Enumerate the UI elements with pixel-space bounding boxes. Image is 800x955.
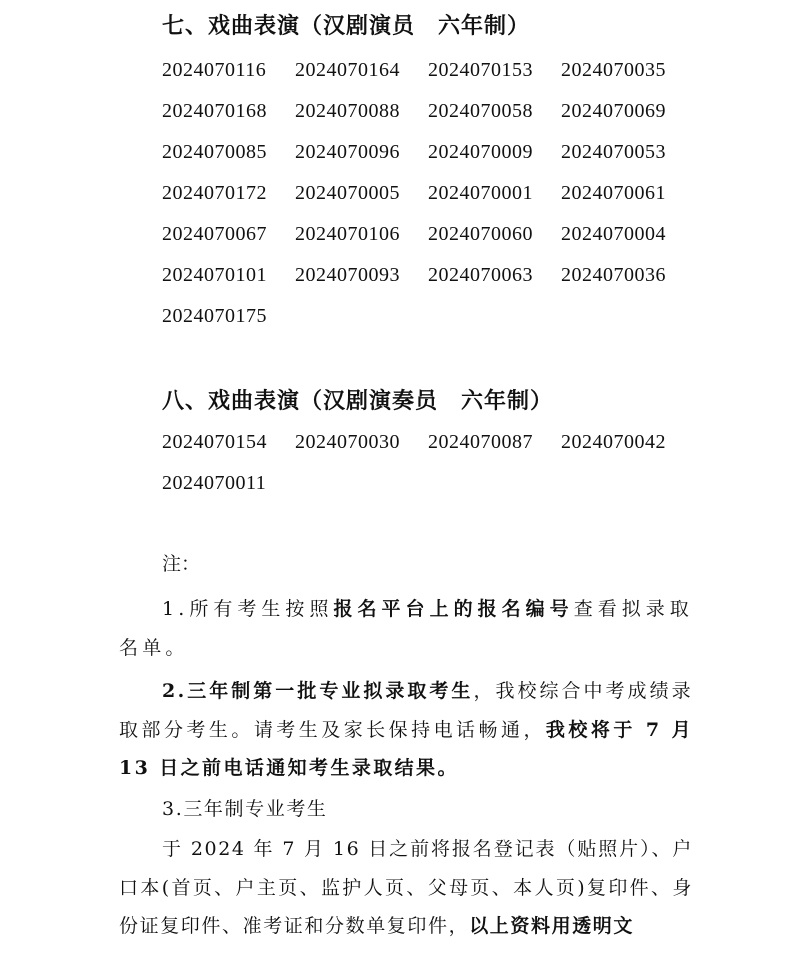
admission-number: 2024070060 bbox=[428, 223, 533, 245]
admission-number: 2024070116 bbox=[162, 59, 267, 81]
admission-number: 2024070005 bbox=[295, 182, 400, 204]
admission-number: 2024070106 bbox=[295, 223, 400, 245]
note-3-text-bold: 以上资料用透明文 bbox=[469, 915, 635, 937]
admission-number: 2024070036 bbox=[561, 264, 666, 286]
admission-number: 2024070030 bbox=[295, 431, 400, 453]
note-3-title: 3.三年制专业考生 bbox=[162, 798, 328, 820]
admission-number: 2024070058 bbox=[428, 100, 533, 122]
note-2-text-bold-c: 我校将于 7 月 13 日之前电话通知考生录取结果。 bbox=[119, 718, 693, 779]
note-1-text-bold: 报名平台上的报名编号 bbox=[333, 598, 574, 620]
admission-number-grid-8 bbox=[162, 430, 694, 512]
admission-number-grid-7 bbox=[162, 58, 694, 345]
admission-number: 2024070009 bbox=[428, 141, 533, 163]
admission-number: 2024070168 bbox=[162, 100, 267, 122]
note-1-text-c: 查看拟录取名单。 bbox=[119, 598, 693, 659]
notes-heading: 注： bbox=[162, 553, 201, 575]
admission-number: 2024070085 bbox=[162, 141, 267, 163]
admission-number: 2024070061 bbox=[561, 182, 666, 204]
admission-number: 2024070172 bbox=[162, 182, 267, 204]
admission-number: 2024070101 bbox=[162, 264, 267, 286]
section-title-7: 七、戏曲表演（汉剧演员 六年制） bbox=[162, 14, 531, 39]
note-3-text-a: 于 2024 年 7 月 16 日之前将报名登记表（贴照片）、户口本(首页、户主页、监护人页、父母页、本人页)复印件、身份证复印件、准考证和分数单复印件， bbox=[119, 838, 693, 937]
note-1-text-a: 1.所有考生按照 bbox=[162, 598, 334, 620]
note-2 bbox=[119, 672, 693, 788]
admission-number: 2024070035 bbox=[561, 59, 666, 81]
admission-number: 2024070067 bbox=[162, 223, 267, 245]
admission-number: 2024070011 bbox=[162, 472, 267, 494]
note-1 bbox=[119, 590, 693, 667]
admission-number: 2024070053 bbox=[561, 141, 666, 163]
section-title-8: 八、戏曲表演（汉剧演奏员 六年制） bbox=[162, 389, 554, 414]
admission-number: 2024070004 bbox=[561, 223, 666, 245]
admission-number: 2024070088 bbox=[295, 100, 400, 122]
admission-number: 2024070096 bbox=[295, 141, 400, 163]
admission-number: 2024070164 bbox=[295, 59, 400, 81]
admission-number: 2024070153 bbox=[428, 59, 533, 81]
note-2-text-bold-a: 2.三年制第一批专业拟录取考生 bbox=[162, 680, 474, 702]
admission-number: 2024070175 bbox=[162, 305, 267, 327]
admission-number: 2024070154 bbox=[162, 431, 267, 453]
admission-number: 2024070069 bbox=[561, 100, 666, 122]
admission-number: 2024070001 bbox=[428, 182, 533, 204]
admission-number: 2024070087 bbox=[428, 431, 533, 453]
note-3 bbox=[119, 830, 693, 946]
note-2-text-b: ，我校综合中考成绩录取部分考生。请考生及家长保持电话畅通， bbox=[119, 680, 693, 741]
admission-number: 2024070093 bbox=[295, 264, 400, 286]
admission-number: 2024070063 bbox=[428, 264, 533, 286]
admission-number: 2024070042 bbox=[561, 431, 666, 453]
